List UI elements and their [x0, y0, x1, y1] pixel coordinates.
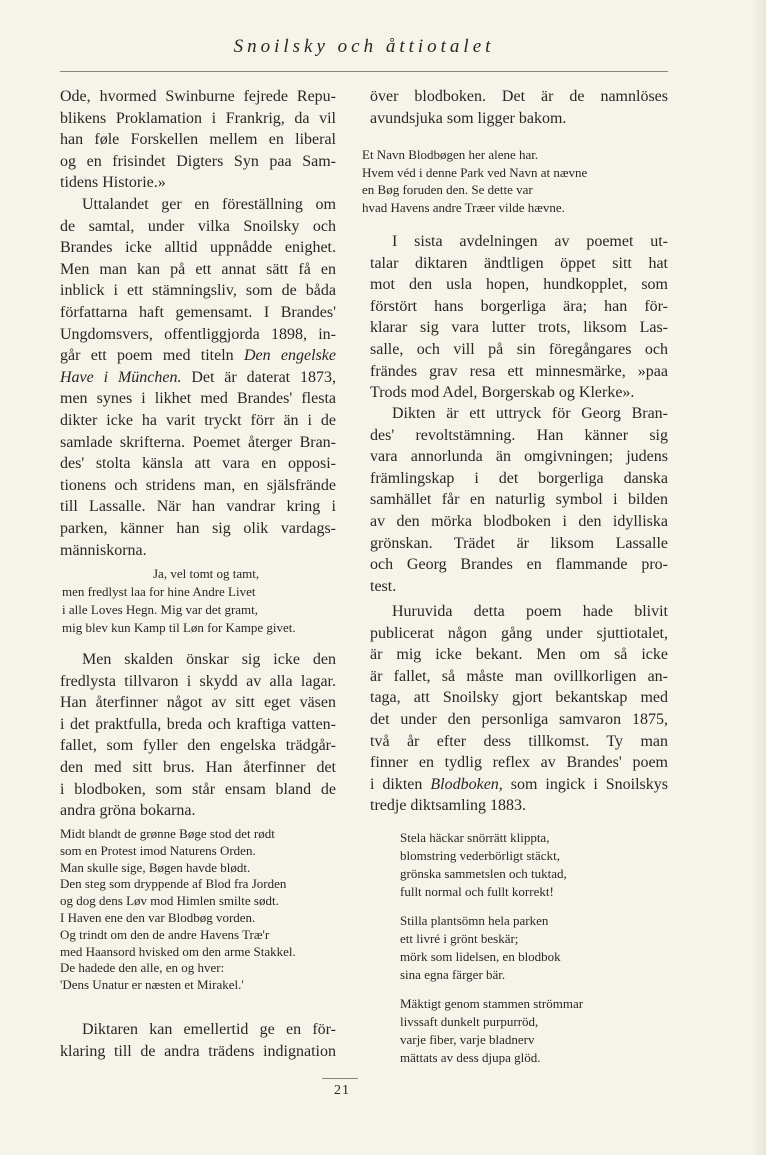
text-line: ett livré i grönt beskär;	[400, 931, 519, 946]
text-line: tionens och stridens man, en själsfrände	[60, 476, 336, 494]
text-line: publicerat någon gång under sjuttiotalet,	[370, 624, 668, 642]
text-line: taga, att Snoilsky gjort bekantskap med	[370, 689, 668, 707]
text-line: dikter icke ha varit tryckt förr än i de	[60, 411, 336, 429]
text-line: Og trindt om den de andre Havens Træ'r	[60, 926, 270, 942]
text-line: samhället får en naturlig symbol i bilden	[370, 491, 668, 509]
text-line: mörk som lidelsen, en blodbok	[400, 949, 561, 964]
italic-title: Den engelske	[243, 347, 336, 365]
text-line: 'Dens Unatur er næsten et Mirakel.'	[60, 977, 244, 993]
poem-stanza	[400, 912, 583, 984]
text-line: de samtal, under vilka Snoilsky och	[60, 217, 336, 235]
text-line: inblick i ett stämningsliv, som de båda	[60, 282, 336, 300]
running-title: Snoilsky och åttiotalet	[233, 36, 495, 57]
text-line: De hadede den alle, en og hver:	[60, 960, 225, 976]
italic-title: Have i München.	[60, 368, 182, 386]
text-line: salle, och vill på sin föregångares och	[370, 340, 668, 358]
poem-midt-blandt	[60, 826, 296, 994]
text-line: över blodboken. Det är de namnlöses	[370, 88, 668, 105]
text-line: des' stolta känsla att vara en opposi-	[60, 455, 336, 473]
line-text: Det är daterat 1873,	[181, 368, 336, 386]
poem-stanza	[400, 829, 583, 901]
text-line: tidens Historie.»	[60, 174, 166, 192]
page-edge-shadow	[752, 0, 766, 1155]
text-line	[370, 774, 668, 796]
text-line: förstört hans borgerliga ära; han för-	[370, 297, 668, 315]
page-number-rule	[322, 1078, 358, 1079]
paragraph-uttalandet	[60, 194, 336, 561]
text-line: avundsjuka som ligger bakom.	[370, 109, 567, 127]
italic-title: Blodboken,	[430, 775, 503, 793]
poem-ja-vel-tomt	[62, 565, 296, 637]
text-line: des' revoltstämning. Han känner sig	[370, 426, 668, 444]
text-line: samlade skrifterna. Poemet återger Bran-	[60, 433, 336, 451]
text-line: Trods mod Adel, Borgerskab og Klerke».	[370, 384, 635, 402]
text-line: den med sitt brus. Han återfinner det	[60, 758, 336, 776]
text-line: i alle Loves Hegn. Mig var det gramt,	[62, 602, 259, 617]
text-line: av den mörka blodboken i den idylliska	[370, 512, 668, 530]
paragraph-diktaren	[60, 1019, 336, 1062]
text-line: i blodboken, som står ensam bland de	[60, 780, 336, 798]
text-line: I Haven ene den var Blodbøg vorden.	[60, 909, 256, 925]
text-line: författarna haft gemensamt. I Brandes'	[60, 303, 336, 321]
text-line: Dikten är ett uttryck för Georg Bran-	[392, 405, 668, 422]
text-line: klaring till de andra trädens indignation	[60, 1042, 336, 1060]
text-line: han føle Forskellen mellem en liberal	[60, 131, 336, 149]
text-line: det under den personliga samvaron 1875,	[370, 710, 668, 728]
text-line: grönska sammetslen och tuktad,	[400, 866, 567, 881]
text-line: med Haansord hvisked om den arme Stakkel.	[60, 943, 296, 959]
text-line: hvad Havens andre Træer vilde hævne.	[362, 199, 565, 215]
text-line: Stela häckar snörrätt klippta,	[400, 830, 550, 845]
line-text: går ett poem med titeln	[60, 347, 244, 365]
poem-stela-hackar	[400, 829, 583, 1078]
text-line: Ungdomsvers, offentliggjorda 1898, in-	[60, 325, 336, 343]
text-line: Men skalden önskar sig icke den	[82, 651, 336, 668]
text-line: andra gröna bokarna.	[60, 802, 196, 820]
text-line: en Bøg foruden den. Se dette var	[362, 182, 533, 197]
text-line: I sista avdelningen av poemet ut-	[392, 233, 668, 250]
text-line: Man skulle sige, Bøgen havde blødt.	[60, 859, 251, 875]
text-line: blomstring vederbörligt stäckt,	[400, 848, 560, 863]
text-line: tredje diktsamling 1883.	[370, 797, 526, 815]
page-number: 21	[334, 1083, 350, 1098]
text-line: klarar sig vara lutter trots, liksom Las-	[370, 319, 668, 337]
text-line: Ode, hvormed Swinburne fejrede Repu-	[60, 88, 336, 105]
paragraph-dikten-ar	[370, 403, 668, 597]
text-line: som en Protest imod Naturens Orden.	[60, 842, 256, 858]
text-line: men fredlyst laa for hine Andre Livet	[62, 584, 256, 599]
text-line: är mig icke bekant. Men om så icke	[370, 646, 668, 664]
text-line: fallet, som fyller den engelska trädgår-	[60, 737, 336, 755]
text-line: Diktaren kan emellertid ge en för-	[82, 1021, 336, 1038]
text-line: Et Navn Blodbøgen her alene har.	[362, 147, 539, 162]
text-line: Men man kan på ett annat sätt få en	[60, 260, 336, 278]
text-line: og en frisindet Digters Syn paa Sam-	[60, 152, 336, 170]
text-line: mättats av dess djupa glöd.	[400, 1050, 541, 1065]
text-line: og dog dens Løv mod Himlen smilte sødt.	[60, 893, 279, 909]
text-line: Hvem véd i denne Park ved Navn at nævne	[362, 164, 588, 180]
text-line: två år efter dess tillkomst. Ty man	[370, 732, 668, 750]
text-line: men synes i likhet med Brandes' flesta	[60, 390, 336, 408]
text-line: varje fiber, varje bladnerv	[400, 1032, 535, 1047]
paragraph-swinburne-quote-end	[60, 86, 336, 194]
text-line: Han återfinner något av sitt eget väsen	[60, 694, 336, 712]
text-line: vara annorlunda än omgivningen; judens	[370, 448, 668, 466]
text-line: frändes grav resa ett minnesmärke, »paa	[370, 362, 668, 380]
text-line: Stilla plantsömn hela parken	[400, 913, 549, 928]
paragraph-men-skalden	[60, 649, 336, 822]
text-line: Brandes icke alltid uppnådde enighet.	[60, 239, 336, 257]
text-line: fredlysta tillvaron i skydd av alla lagar.	[60, 672, 336, 690]
paragraph-over-blodboken	[370, 86, 668, 129]
text-line	[60, 367, 336, 389]
text-line: Midt blandt de grønne Bøge stod det rødt	[60, 826, 275, 841]
text-line: Huruvida detta poem hade blivit	[392, 603, 668, 620]
text-line: Uttalandet ger en föreställning om	[82, 196, 336, 213]
header-rule	[60, 71, 668, 72]
text-line: grönskan. Trädet är liksom Lassalle	[370, 534, 668, 552]
poem-et-navn	[362, 146, 587, 216]
text-line: är fallet, så måste man ovillkorligen an-	[370, 667, 668, 685]
text-line: fullt normal och fullt korrekt!	[400, 884, 554, 899]
text-line: test.	[370, 577, 397, 595]
text-line: i det praktfulla, breda och kraftiga vatten-	[60, 715, 336, 733]
paragraph-sista-avdelningen	[370, 231, 668, 404]
text-line: Den steg som dryppende af Blod fra Jorden	[60, 876, 287, 892]
text-line: sina egna färger bär.	[400, 967, 506, 982]
text-line: blikens Proklamation i Frankrig, da vil	[60, 109, 336, 127]
text-line: finner en tydlig reflex av Brandes' poem	[370, 754, 668, 772]
text-line: parken, känner han sig olik vardags-	[60, 519, 336, 537]
text-line: människorna.	[60, 541, 147, 559]
text-line: livssaft dunkelt purpurröd,	[400, 1014, 539, 1029]
text-line: mig blev kun Kamp til Løn for Kampe givet.	[62, 620, 296, 635]
poem-stanza	[400, 995, 583, 1067]
text-line: Ja, vel tomt og tamt,	[153, 566, 260, 581]
text-line: och Georg Brandes en flammande pro-	[370, 556, 668, 574]
text-line	[60, 345, 336, 367]
text-line: främlingskap i det borgerliga danska	[370, 469, 668, 487]
line-text: som ingick i Snoilskys	[502, 775, 669, 793]
text-line: talar diktaren ändtligen öppet sitt hat	[370, 254, 668, 272]
line-text: i dikten	[370, 775, 431, 793]
text-line: till Lassalle. När han vandrar kring i	[60, 498, 336, 516]
text-line: Mäktigt genom stammen strömmar	[400, 996, 584, 1011]
text-line: mot den usla hopen, hundkopplet, som	[370, 276, 668, 294]
paragraph-huruvida	[370, 601, 668, 817]
